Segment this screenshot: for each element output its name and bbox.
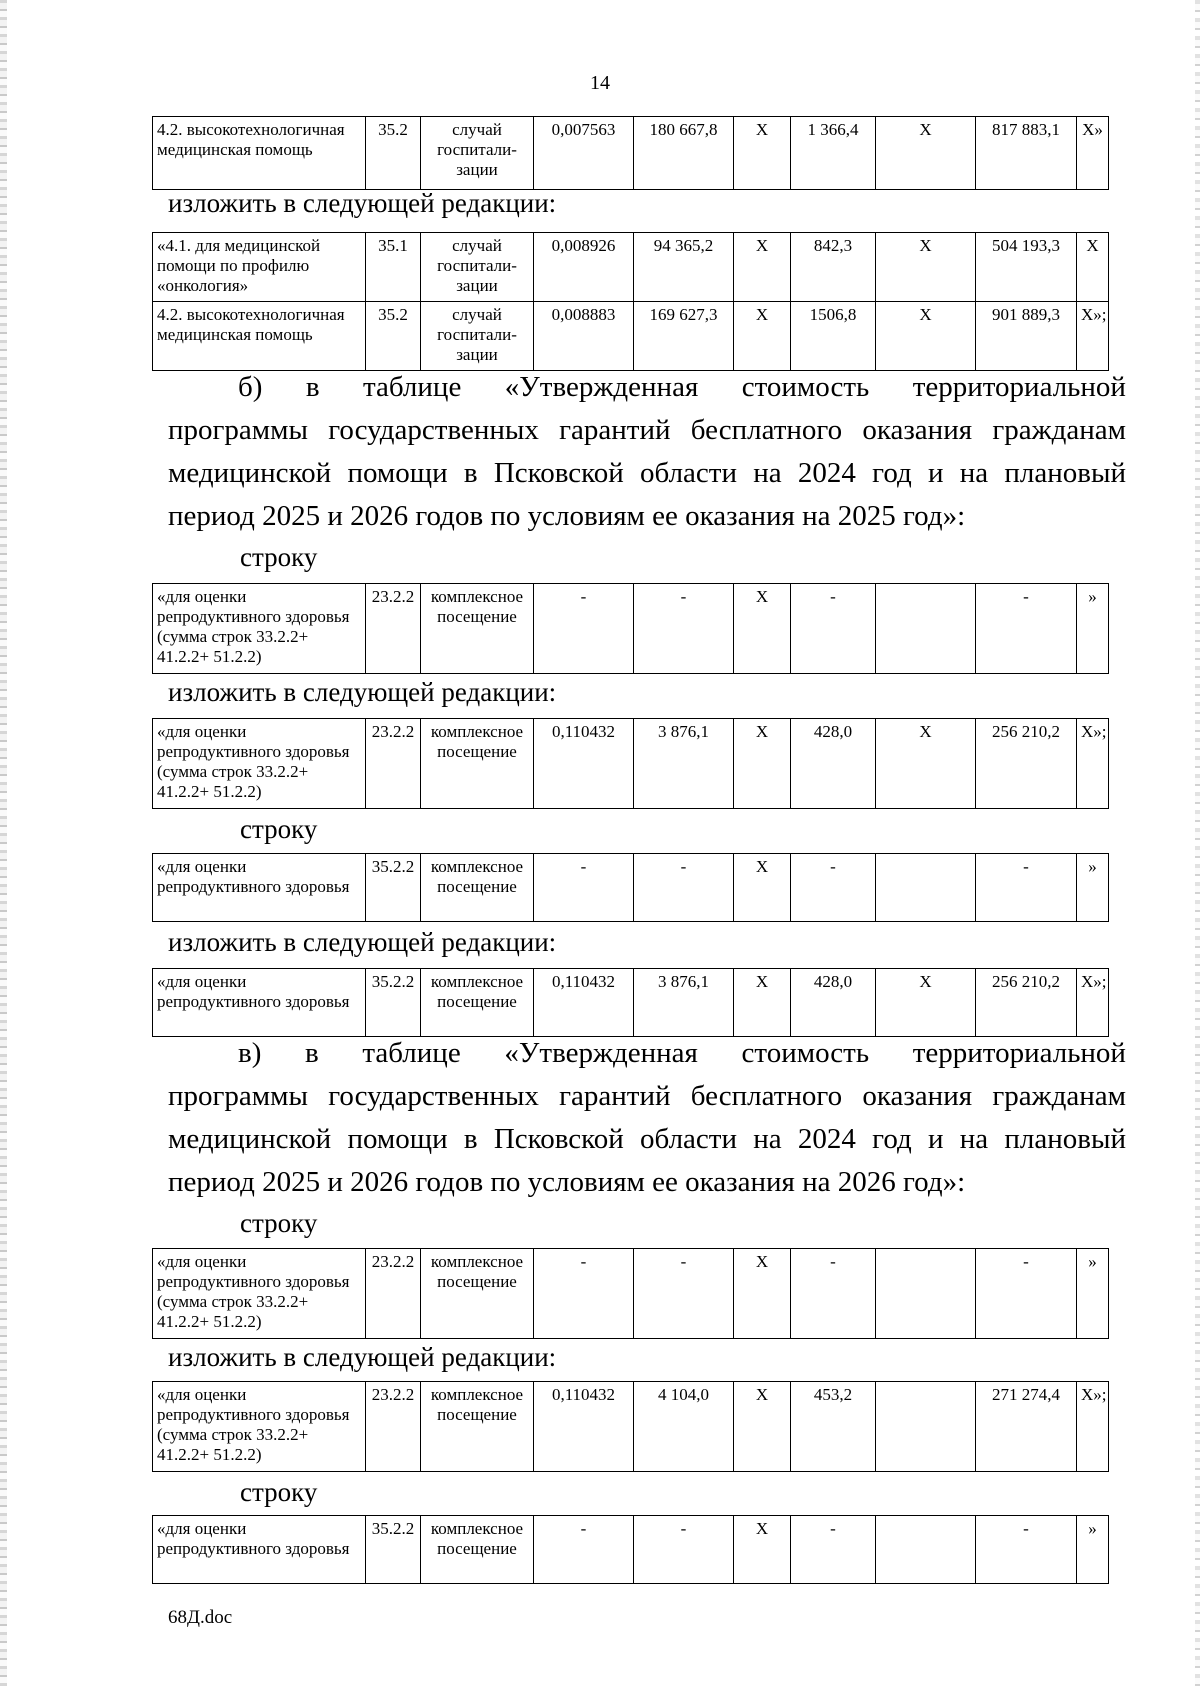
cell-name: «для оценки репродуктивного здоровья (сумма строк 33.2.2+ 41.2.2+ 51.2.2) (153, 1382, 366, 1472)
table-row (152, 1381, 1109, 1472)
cell-total: 901 889,3 (976, 302, 1077, 371)
cell-sum: 1506,8 (791, 302, 876, 371)
cell-cost: 4 104,0 (634, 1382, 734, 1472)
cell-code: 35.2 (366, 117, 421, 190)
cell-cost: 94 365,2 (634, 233, 734, 302)
cell-code: 35.2.2 (366, 854, 421, 922)
row-phrase: строку (240, 542, 318, 572)
cell-end: Х»; (1077, 1382, 1109, 1472)
cell-sum: 842,3 (791, 233, 876, 302)
table-row (153, 302, 1109, 371)
cell-unit: комплексное посещение (421, 719, 534, 809)
table-row (153, 719, 1109, 809)
para-c-word: территориальной (912, 1037, 1126, 1069)
cell-cost: 169 627,3 (634, 302, 734, 371)
row-phrase: строку (240, 1477, 318, 1507)
cell-end: Х»; (1077, 719, 1109, 809)
table-row (152, 1515, 1109, 1584)
cell-sum: 1 366,4 (791, 117, 876, 190)
cell-cost: 3 876,1 (634, 969, 734, 1037)
cell-end: Х»; (1077, 969, 1109, 1037)
cell-x2 (876, 1516, 976, 1584)
cell-x: Х (734, 233, 791, 302)
cell-code: 23.2.2 (366, 584, 421, 674)
cell-name: «для оценки репродуктивного здоровья (153, 854, 366, 922)
table-replacement (152, 232, 1109, 371)
cell-x2 (876, 1249, 976, 1339)
table-row (153, 854, 1109, 922)
cell-sum: - (791, 854, 876, 922)
cell-volume: - (534, 1516, 634, 1584)
cell-sum: 428,0 (791, 969, 876, 1037)
table-row (153, 117, 1109, 190)
cell-name: «для оценки репродуктивного здоровья (сумма строк 33.2.2+ 41.2.2+ 51.2.2) (153, 1249, 366, 1339)
cell-unit: комплексное посещение (421, 854, 534, 922)
cell-x: Х (734, 969, 791, 1037)
replace-phrase: изложить в следующей редакции: (168, 677, 557, 707)
cell-total: - (976, 1516, 1077, 1584)
row-phrase: строку (240, 1208, 318, 1238)
cell-x: Х (734, 1249, 791, 1339)
cell-x: Х (734, 1382, 791, 1472)
cell-volume: 0,110432 (534, 1382, 634, 1472)
table-row (153, 233, 1109, 302)
cell-x2: Х (876, 117, 976, 190)
cell-unit: случай госпитали-зации (421, 233, 534, 302)
cell-total: - (976, 584, 1077, 674)
cell-sum: - (791, 584, 876, 674)
para-c-word: «Утвержденная (504, 1037, 698, 1069)
cell-unit: случай госпитали-зации (421, 302, 534, 371)
cell-end: » (1077, 854, 1109, 922)
para-c-word: в (305, 1037, 319, 1069)
cell-cost: 3 876,1 (634, 719, 734, 809)
replace-phrase: изложить в следующей редакции: (168, 188, 557, 218)
cell-total: 256 210,2 (976, 969, 1077, 1037)
cell-end: » (1077, 1249, 1109, 1339)
para-b-word: б) (238, 371, 263, 403)
cell-unit: комплексное посещение (421, 1516, 534, 1584)
cell-cost: - (634, 854, 734, 922)
cell-end: » (1077, 1516, 1109, 1584)
cell-total: - (976, 1249, 1077, 1339)
cell-x: Х (734, 117, 791, 190)
cell-cost: - (634, 1516, 734, 1584)
cell-code: 35.2 (366, 302, 421, 371)
cell-x2: Х (876, 969, 976, 1037)
paragraph-b (168, 366, 1126, 538)
paragraph-c (168, 1032, 1126, 1204)
cell-x: Х (734, 302, 791, 371)
cell-sum: 428,0 (791, 719, 876, 809)
cell-total: 256 210,2 (976, 719, 1077, 809)
cell-name: «4.1. для медицинской помощи по профилю «онкология» (153, 233, 366, 302)
cell-unit: случай госпитали-зации (421, 117, 534, 190)
cell-total: 271 274,4 (976, 1382, 1077, 1472)
cell-unit: комплексное посещение (421, 969, 534, 1037)
cell-code: 23.2.2 (366, 1249, 421, 1339)
cell-cost: - (634, 1249, 734, 1339)
cell-end: Х»; (1077, 302, 1109, 371)
cell-x2: Х (876, 719, 976, 809)
para-b-word: таблице (363, 371, 462, 403)
cell-volume: 0,008883 (534, 302, 634, 371)
cell-sum: 453,2 (791, 1382, 876, 1472)
para-b-text: программы государственных гарантий бесплатного оказания гражданам медицинской помощи в Псковской области на 2024 год и на плановый период 2025 и 2026 годов по условиям ее оказания на 2025 год»: (168, 414, 1126, 532)
cell-cost: 180 667,8 (634, 117, 734, 190)
cell-name: «для оценки репродуктивного здоровья (сумма строк 33.2.2+ 41.2.2+ 51.2.2) (153, 719, 366, 809)
table-row (152, 583, 1109, 674)
cell-sum: - (791, 1516, 876, 1584)
cell-volume: 0,007563 (534, 117, 634, 190)
cell-volume: 0,008926 (534, 233, 634, 302)
row-phrase: строку (240, 814, 318, 844)
cell-unit: комплексное посещение (421, 1249, 534, 1339)
cell-x2 (876, 854, 976, 922)
cell-unit: комплексное посещение (421, 1382, 534, 1472)
cell-name: «для оценки репродуктивного здоровья (153, 969, 366, 1037)
para-b-word: «Утвержденная (504, 371, 699, 403)
para-c-word: в) (238, 1037, 262, 1069)
cell-total: - (976, 854, 1077, 922)
cell-total: 504 193,3 (976, 233, 1077, 302)
table-row (153, 1382, 1109, 1472)
cell-code: 23.2.2 (366, 1382, 421, 1472)
cell-x2 (876, 1382, 976, 1472)
table-row (152, 1248, 1109, 1339)
para-b-word: территориальной (912, 371, 1126, 403)
cell-x2: Х (876, 302, 976, 371)
table-row (153, 584, 1109, 674)
scan-edge-right (1195, 0, 1200, 1686)
cell-total: 817 883,1 (976, 117, 1077, 190)
cell-unit: комплексное посещение (421, 584, 534, 674)
cell-volume: 0,110432 (534, 969, 634, 1037)
cell-x: Х (734, 584, 791, 674)
cell-x: Х (734, 719, 791, 809)
cell-end: Х (1077, 233, 1109, 302)
cell-x: Х (734, 1516, 791, 1584)
cell-name: «для оценки репродуктивного здоровья (153, 1516, 366, 1584)
table-row (152, 853, 1109, 922)
cell-end: » (1077, 584, 1109, 674)
footer-filename: 68Д.doc (168, 1607, 233, 1628)
cell-volume: 0,110432 (534, 719, 634, 809)
cell-code: 35.2.2 (366, 1516, 421, 1584)
cell-cost: - (634, 584, 734, 674)
cell-code: 35.2.2 (366, 969, 421, 1037)
para-c-word: таблице (362, 1037, 461, 1069)
table-row (152, 116, 1109, 190)
cell-volume: - (534, 584, 634, 674)
cell-volume: - (534, 854, 634, 922)
cell-name: 4.2. высокотехнологичная медицинская помощь (153, 117, 366, 190)
table-row (152, 718, 1109, 809)
table-row (153, 1249, 1109, 1339)
scan-edge-left (0, 0, 7, 1686)
cell-volume: - (534, 1249, 634, 1339)
cell-x2: Х (876, 233, 976, 302)
table-row (153, 1516, 1109, 1584)
cell-code: 35.1 (366, 233, 421, 302)
cell-name: «для оценки репродуктивного здоровья (сумма строк 33.2.2+ 41.2.2+ 51.2.2) (153, 584, 366, 674)
cell-x2 (876, 584, 976, 674)
cell-x: Х (734, 854, 791, 922)
cell-sum: - (791, 1249, 876, 1339)
para-b-word: в (305, 371, 320, 403)
cell-name: 4.2. высокотехнологичная медицинская помощь (153, 302, 366, 371)
cell-code: 23.2.2 (366, 719, 421, 809)
table-row (153, 969, 1109, 1037)
table-row (152, 968, 1109, 1037)
para-c-text: программы государственных гарантий бесплатного оказания гражданам медицинской помощи в Псковской области на 2024 год и на плановый период 2025 и 2026 годов по условиям ее оказания на 2026 год»: (168, 1080, 1126, 1198)
page-number: 14 (590, 72, 610, 94)
para-c-word: стоимость (741, 1037, 870, 1069)
replace-phrase: изложить в следующей редакции: (168, 1342, 557, 1372)
cell-end: Х» (1077, 117, 1109, 190)
replace-phrase: изложить в следующей редакции: (168, 927, 557, 957)
para-b-word: стоимость (741, 371, 870, 403)
